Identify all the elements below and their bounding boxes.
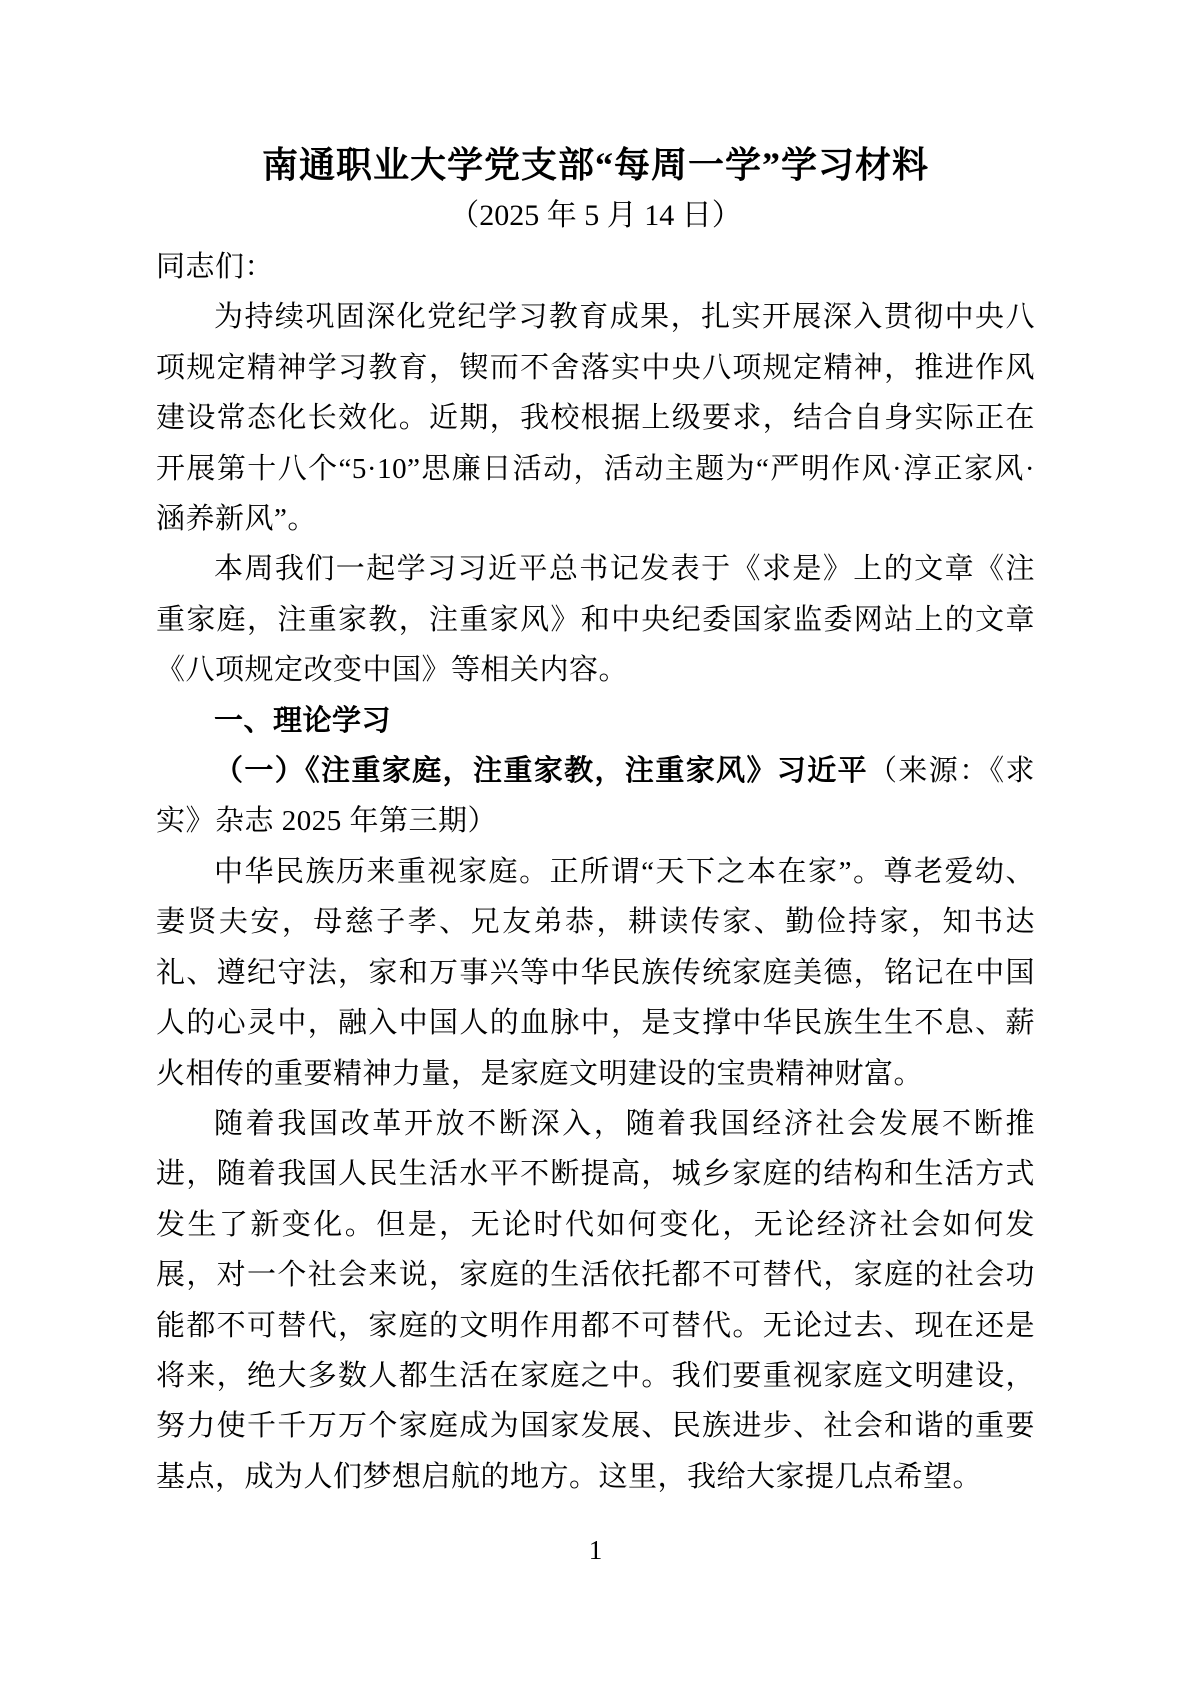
subsection-heading <box>156 746 1035 847</box>
intro-paragraph-2: 本周我们一起学习习近平总书记发表于《求是》上的文章《注重家庭，注重家教，注重家风》和中央纪委国家监委网站上的文章《八项规定改变中国》等相关内容。 <box>156 553 1035 687</box>
body-paragraph-2: 随着我国改革开放不断深入，随着我国经济社会发展不断推进，随着我国人民生活水平不断提高，城乡家庭的结构和生活方式发生了新变化。但是，无论时代如何变化，无论经济社会如何发展，对一个社会来说，家庭的生活依托都不可替代，家庭的社会功能都不可替代，家庭的文明作用都不可替代。无论过去、现在还是将来，绝大多数人都生活在家庭之中。我们要重视家庭文明建设，努力使千千万万个家庭成为国家发展、民族进步、社会和谐的重要基点，成为人们梦想启航的地方。这里，我给大家提几点希望。 <box>156 1107 1035 1493</box>
page-number: 1 <box>588 1535 603 1565</box>
document-content <box>156 140 1035 1502</box>
intro-paragraph-1: 为持续巩固深化党纪学习教育成果，扎实开展深入贯彻中央八项规定精神学习教育，锲而不舍落实中央八项规定精神，推进作风建设常态化长效化。近期，我校根据上级要求，结合自身实际正在开展第十八个“5·10”思廉日活动，活动主题为“严明作风·淳正家风·涵养新风”。 <box>156 301 1035 536</box>
subsection-heading-source: （来源：《求实》杂志 2025 年第三期） <box>156 755 1035 838</box>
salutation: 同志们： <box>156 251 275 283</box>
section-heading-theory-study: 一、理论学习 <box>214 704 392 737</box>
document-title: 南通职业大学党支部“每周一学”学习材料 <box>261 145 929 185</box>
body-paragraph-1: 中华民族历来重视家庭。正所谓“天下之本在家”。尊老爱幼、妻贤夫安，母慈子孝、兄友弟恭，耕读传家、勤俭持家，知书达礼、遵纪守法，家和万事兴等中华民族传统家庭美德，铭记在中国人的心灵中，融入中国人的血脉中，是支撑中华民族生生不息、薪火相传的重要精神力量，是家庭文明建设的宝贵精神财富。 <box>156 855 1035 1090</box>
document-body <box>156 242 1035 1502</box>
document-date: （2025 年 5 月 14 日） <box>449 199 742 232</box>
subsection-heading-title: （一）《注重家庭，注重家教，注重家风》习近平 <box>214 755 869 788</box>
